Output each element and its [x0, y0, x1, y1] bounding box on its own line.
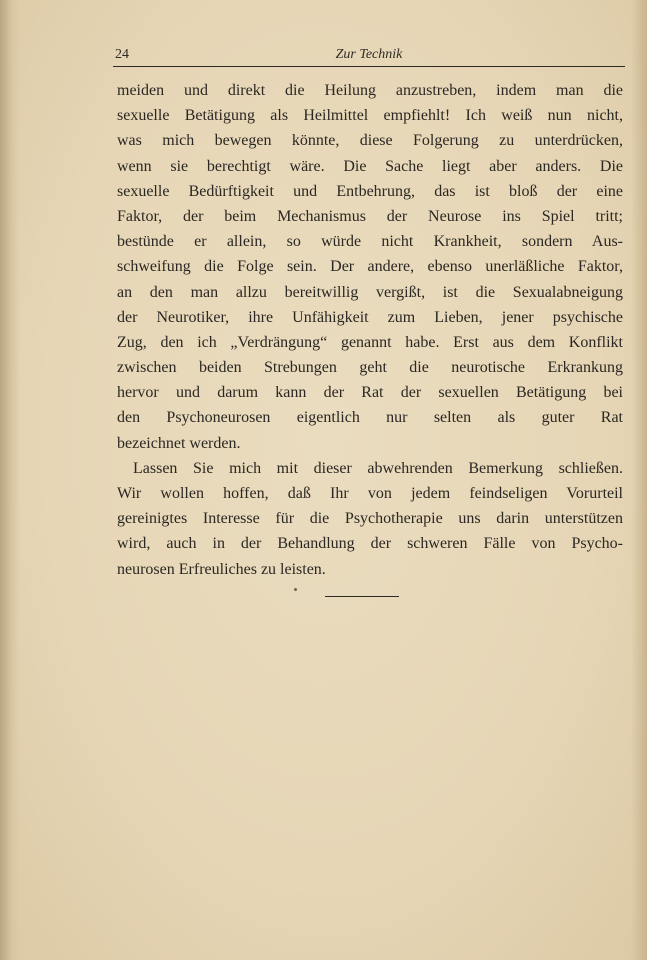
text-line: den Psychoneurosen eigentlich nur selten als guter Rat: [117, 409, 623, 427]
text-line: zwischen beiden Strebungen geht die neurotische Erkrankung: [117, 359, 623, 377]
page-edge-shadow-left: [0, 0, 20, 960]
page-number: 24: [115, 47, 129, 62]
body-text: [117, 78, 623, 582]
closing-rule: [325, 596, 399, 597]
text-line: hervor und darum kann der Rat der sexuellen Betätigung bei: [117, 384, 623, 402]
running-title: Zur Technik: [335, 47, 403, 62]
text-line: neurosen Erfreuliches zu leisten.: [117, 560, 326, 578]
text-line: meiden und direkt die Heilung anzustreben, indem man die: [117, 82, 623, 99]
page-edge-shadow-right: [631, 0, 647, 960]
text-line: gereinigtes Interesse für die Psychotherapie uns darin unterstützen: [117, 510, 623, 528]
text-line: bezeichnet werden.: [117, 434, 241, 452]
text-line: schweifung die Folge sein. Der andere, ebenso unerläßliche Faktor,: [117, 258, 623, 276]
text-line: Lassen Sie mich mit dieser abwehrenden Bemerkung schließen.: [133, 459, 623, 477]
text-line: wenn sie berechtigt wäre. Die Sache liegt aber anders. Die: [117, 157, 623, 175]
text-line: wird, auch in der Behandlung der schweren Fälle von Psycho-: [117, 535, 623, 553]
paragraph-1: [117, 78, 623, 456]
text-line: Zug, den ich „Verdrängung“ genannt habe. Erst aus dem Konflikt: [117, 333, 623, 351]
page-header: [113, 44, 625, 67]
text-line: Wir wollen hoffen, daß Ihr von jedem feindseligen Vorurteil: [117, 485, 623, 502]
paragraph-2: [117, 456, 623, 582]
text-line: Faktor, der beim Mechanismus der Neurose ins Spiel tritt;: [117, 207, 623, 225]
text-line: sexuelle Betätigung als Heilmittel empfiehlt! Ich weiß nun nicht,: [117, 107, 623, 125]
text-line: was mich bewegen könnte, diese Folgerung zu unterdrücken,: [117, 132, 623, 150]
text-line: bestünde er allein, so würde nicht Krankheit, sondern Aus-: [117, 233, 623, 251]
text-line: an den man allzu bereitwillig vergißt, ist die Sexualabneigung: [117, 283, 623, 301]
text-line: sexuelle Bedürftigkeit und Entbehrung, das ist bloß der eine: [117, 182, 623, 200]
paper-speck: [294, 588, 297, 591]
text-line: der Neurotiker, ihre Unfähigkeit zum Lieben, jener psychische: [117, 308, 623, 326]
